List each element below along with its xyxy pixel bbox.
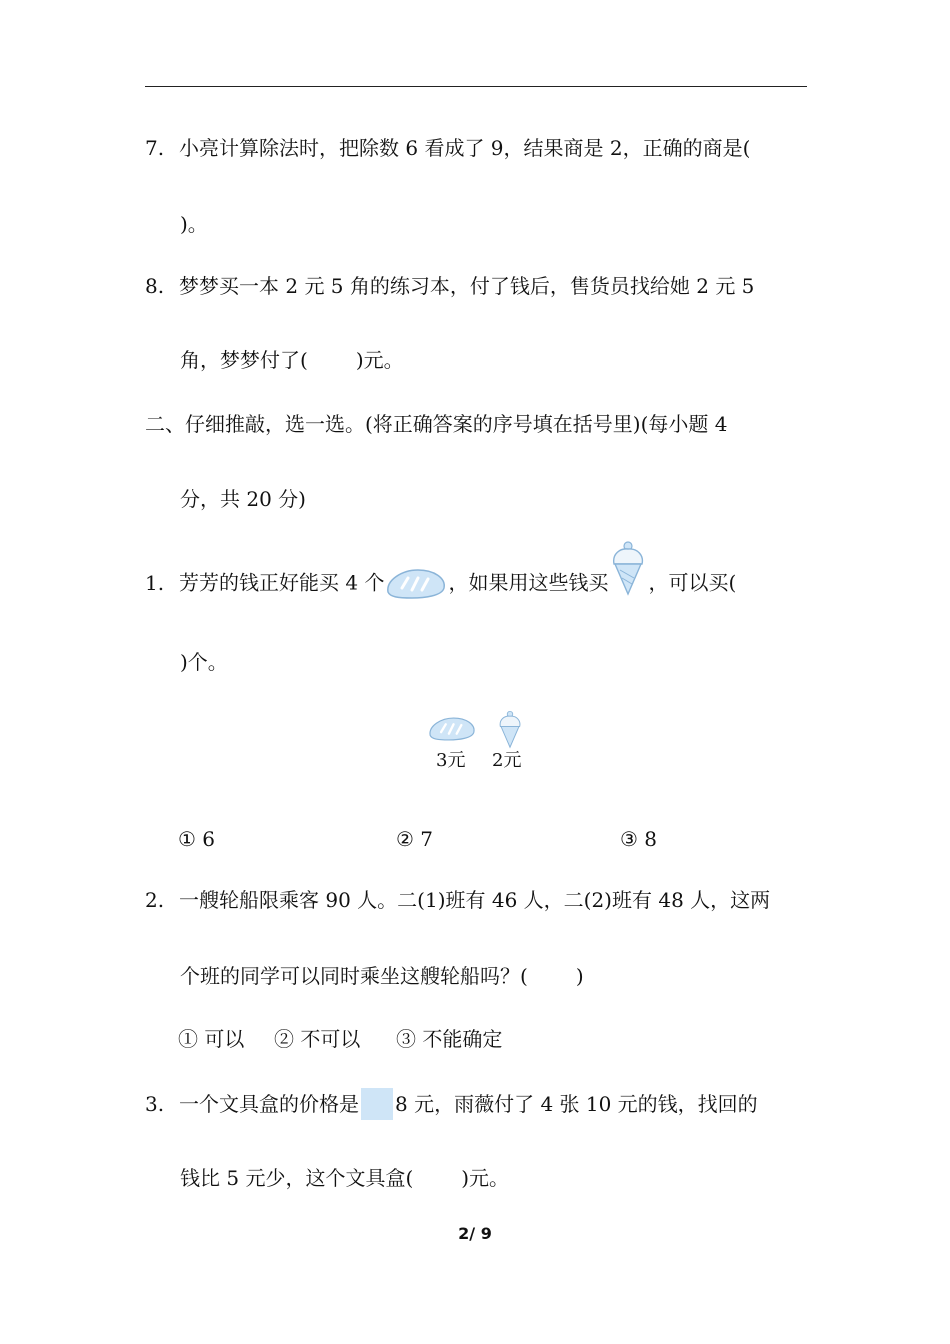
s2q3-text-b: 8 元，雨薇付了 4 张 10 元的钱，找回的 xyxy=(395,1092,758,1116)
page-number: 2/ 9 xyxy=(458,1224,492,1243)
ice-cream-icon xyxy=(608,540,648,598)
s2q2-text: 一艘轮船限乘客 90 人。二(1)班有 46 人，二(2)班有 48 人，这两 xyxy=(179,888,771,912)
s2q3-line1 xyxy=(145,1090,758,1118)
q8-text-a: 角，梦梦付了( xyxy=(180,348,308,372)
q8-text: 梦梦买一本 2 元 5 角的练习本，付了钱后，售货员找给她 2 元 5 xyxy=(179,274,755,298)
q8-line2 xyxy=(180,346,404,374)
q7-text: 小亮计算除法时，把除数 6 看成了 9，结果商是 2，正确的商是( xyxy=(179,136,751,160)
blank-box xyxy=(361,1088,393,1120)
s2q2-text-b: ) xyxy=(575,964,584,988)
q7-line2: )。 xyxy=(180,212,208,236)
header-rule xyxy=(145,86,807,87)
q8-text-b: )元。 xyxy=(355,348,404,372)
s2q2-text-a: 个班的同学可以同时乘坐这艘轮船吗？( xyxy=(180,964,528,988)
s2q3-number: 3. xyxy=(145,1092,165,1116)
s2q1-option-3[interactable]: ③ 8 xyxy=(620,827,658,851)
section2-heading: 二、仔细推敲，选一选。(将正确答案的序号填在括号里)(每小题 4 xyxy=(145,412,728,436)
q8-number: 8. xyxy=(145,274,165,298)
s2q2-option-3[interactable]: ③ 不能确定 xyxy=(396,1027,503,1051)
s2q3-text-a: 一个文具盒的价格是 xyxy=(179,1092,359,1116)
bread-icon xyxy=(384,566,448,602)
s2q1-option-1[interactable]: ① 6 xyxy=(178,827,216,851)
s2q2-line2 xyxy=(180,962,584,990)
bread-price: 3元 xyxy=(436,750,466,771)
s2q1-text-b: ，如果用这些钱买 xyxy=(448,570,609,595)
s2q1-option-2[interactable]: ② 7 xyxy=(396,827,434,851)
s2q1-line1 xyxy=(145,566,736,594)
s2q2-option-1[interactable]: ① 可以 xyxy=(178,1027,245,1051)
q8-line1 xyxy=(145,272,754,300)
q7-number: 7. xyxy=(145,136,165,160)
ice-cream-price-icon xyxy=(496,710,524,750)
s2q1-text-a: 芳芳的钱正好能买 4 个 xyxy=(179,570,385,595)
s2q2-option-2[interactable]: ② 不可以 xyxy=(274,1027,361,1051)
s2q3-line2 xyxy=(180,1164,509,1192)
section2-heading-line2: 分，共 20 分) xyxy=(180,487,306,511)
s2q2-line1 xyxy=(145,886,770,914)
q7-line1 xyxy=(145,134,750,162)
s2q2-number: 2. xyxy=(145,888,165,912)
s2q3-text-b2: )元。 xyxy=(461,1166,510,1190)
icecream-price: 2元 xyxy=(492,750,522,771)
s2q1-text-c: ，可以买( xyxy=(648,570,737,595)
s2q1-number: 1. xyxy=(145,570,165,595)
s2q3-text-a2: 钱比 5 元少，这个文具盒( xyxy=(180,1166,414,1190)
s2q1-line2: )个。 xyxy=(180,650,228,674)
bread-price-icon xyxy=(427,714,477,744)
